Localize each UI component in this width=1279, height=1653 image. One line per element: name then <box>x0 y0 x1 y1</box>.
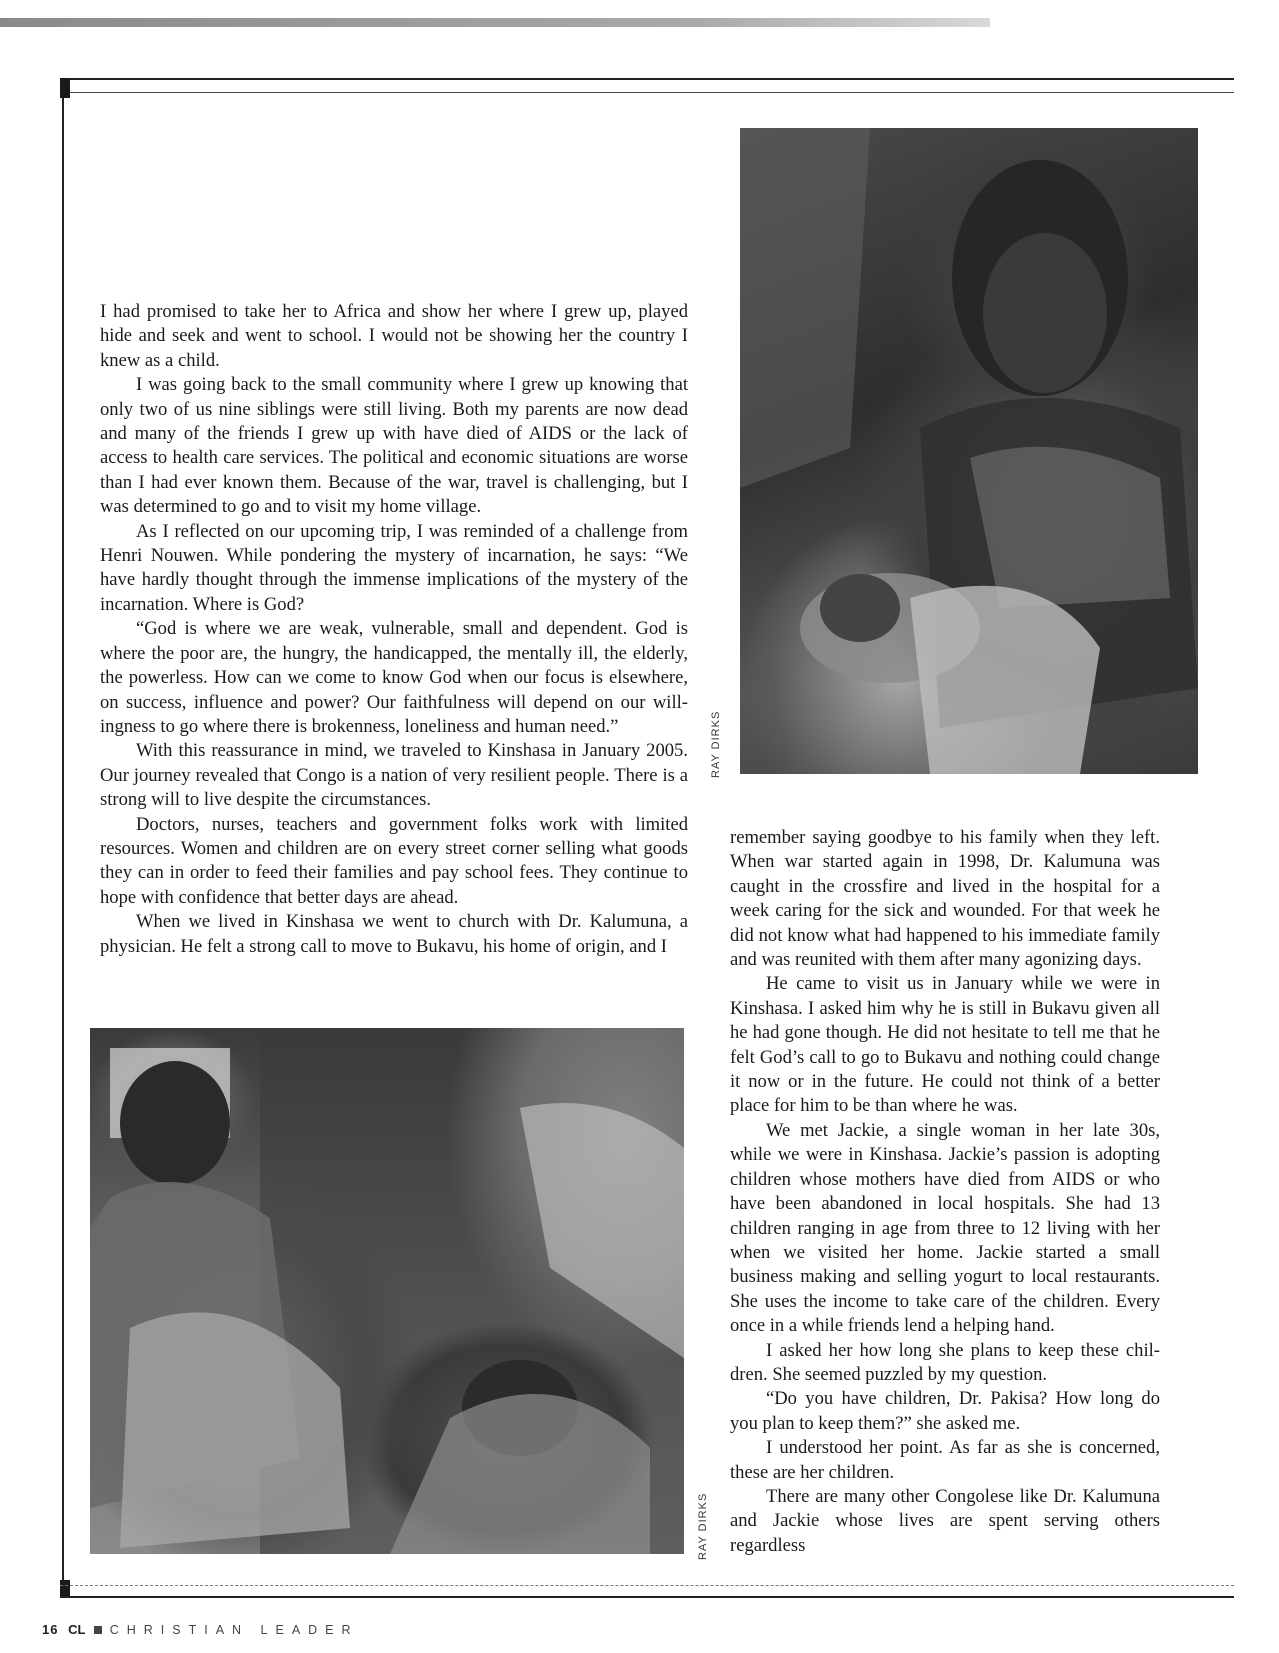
magazine-abbrev: CL <box>68 1622 86 1637</box>
header-rule <box>0 18 990 27</box>
paragraph: When we lived in Kinshasa we went to church with Dr. Kalumuna, a physician. He felt a strong call to move to Bukavu, his home of origin, and I <box>100 911 688 957</box>
paragraph: “God is where we are weak, vulnerable, small and dependent. God is where the poor are, the hungry, the handicapped, the mentally ill, the elderly, the powerless. How can we come to know God when our focus is elsewhere, on success, influence and power? Our faithfulness will depend on our willingness to go where there is brokenness, loneliness and human need.” <box>100 618 688 737</box>
paragraph: “Do you have children, Dr. Pakisa? How long do you plan to keep them?” she asked me. <box>730 1388 1160 1434</box>
article-column-left <box>100 300 688 959</box>
paragraph: I had promised to take her to Africa and show her where I grew up, played hide and seek and went to school. I would not be showing her the country I knew as a child. <box>100 301 688 371</box>
paragraph: remember saying goodbye to his family when they left. When war started again in 1998, Dr. Kalumuna was caught in the crossfire and lived in the hospital for a week caring for the sick and wounded. For that week he did not know what had happened to his immediate family and was reunited with them after many agonizing days. <box>730 827 1160 971</box>
paragraph: Doctors, nurses, teachers and government folks work with limited resources. Women and children are on every street corner selling what goods they can in order to feed their families and pay school fees. They continue to hope with confidence that better days are ahead. <box>100 813 688 908</box>
frame-left-rule <box>62 78 64 1596</box>
page-footer <box>42 1622 359 1637</box>
photo-mother-and-baby <box>740 128 1198 774</box>
magazine-name: CHRISTIAN LEADER <box>109 1623 359 1637</box>
paragraph: I was going back to the small community where I grew up knowing that only two of us nine siblings were still living. Both my parents are now dead and many of the friends I grew up with have died of AIDS or the lack of access to health care services. The political and economic situations are worse than I had ever known them. Because of the war, travel is challenging, but I was determined to go and to visit my home village. <box>100 374 688 518</box>
page-number: 16 <box>42 1622 59 1637</box>
paragraph: I understood her point. As far as she is concerned, these are her children. <box>730 1437 1160 1483</box>
photo-credit: RAY DIRKS <box>697 1492 709 1560</box>
frame-bottom-rule-dashed <box>60 1585 1234 1586</box>
paragraph: There are many other Congolese like Dr. Kalumuna and Jackie whose lives are spent serving others regardless <box>730 1485 1160 1556</box>
photo-mother-and-baby-illustration <box>740 128 1198 774</box>
paragraph: We met Jackie, a single woman in her late 30s, while we were in Kinshasa. Jackie’s passion is adopting children whose mothers have died from AIDS or who have been abandoned in local hospitals. She had 13 children ranging in age from three to 12 living with her when we visited her home. Jackie started a small business making and selling yogurt to local restaurants. She uses the income to take care of the children. Every once in a while friends lend a helping hand. <box>730 1119 1160 1337</box>
paragraph: I asked her how long she plans to keep these children. She seemed puzzled by my question. <box>730 1339 1160 1385</box>
frame-bottom-rule <box>60 1596 1234 1598</box>
frame-top-rule <box>60 78 1234 80</box>
frame-top-rule-inner <box>60 92 1234 93</box>
photo-children-on-floor-illustration <box>90 1028 684 1554</box>
photo-credit: RAY DIRKS <box>710 710 722 778</box>
article-column-right <box>730 826 1160 1558</box>
frame-corner-tab <box>60 78 70 98</box>
paragraph: With this reassurance in mind, we traveled to Kinshasa in January 2005. Our journey revealed that Congo is a nation of very resilient people. There is a strong will to live despite the circumstances. <box>100 740 688 811</box>
paragraph: He came to visit us in January while we were in Kinshasa. I asked him why he is still in Bukavu given all he had gone though. He did not hesitate to tell me that he felt God’s call to go to Bukavu and nothing could change it now or in the future. He could not think of a better place for him to be than where he was. <box>730 973 1160 1117</box>
square-bullet-icon <box>94 1626 102 1634</box>
photo-children-on-floor <box>90 1028 684 1554</box>
paragraph: As I reflected on our upcoming trip, I was reminded of a challenge from Henri Nouwen. While pondering the mystery of incarnation, he says: “We have hardly thought through the immense implications of the mystery of the incarnation. Where is God? <box>100 520 688 615</box>
